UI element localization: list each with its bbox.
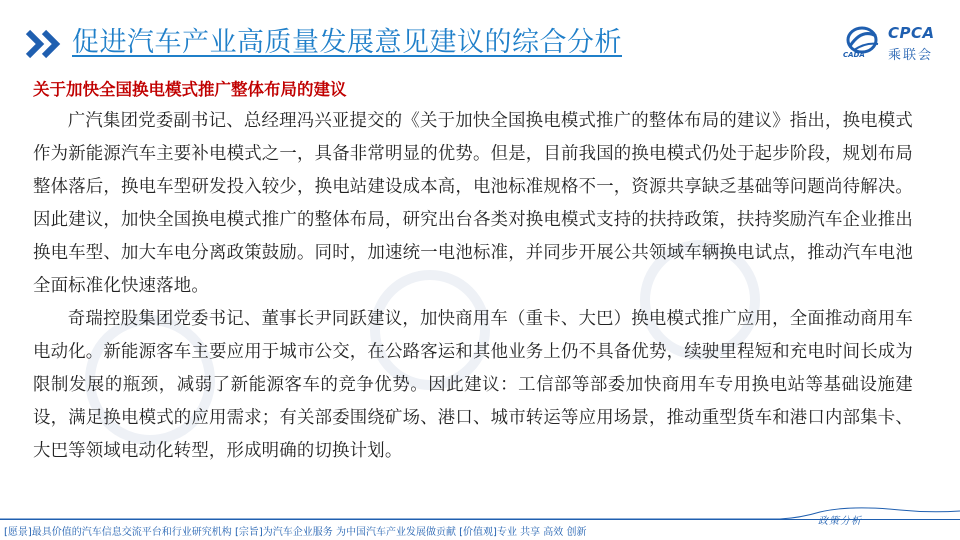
- slide-header: [0, 0, 960, 68]
- paragraph: 广汽集团党委副书记、总经理冯兴亚提交的《关于加快全国换电模式推广的整体布局的建议》指出，换电模式作为新能源汽车主要补电模式之一，具备非常明显的优势。但是，目前我国的换电模式仍处于起步阶段，规划布局整体落后，换电车型研发投入较少，换电站建设成本高，电池标准规格不一，资源共享缺乏基础等问题尚待解决。因此建议，加快全国换电模式推广的整体布局，研究出台各类对换电模式支持的扶持政策，扶持奖励汽车企业推出换电车型、加大车电分离政策鼓励。同时，加速统一电池标准，并同步开展公共领域车辆换电试点，推动汽车电池全面标准化快速落地。: [33, 111, 913, 296]
- section-title: 关于加快全国换电模式推广整体布局的建议: [33, 80, 347, 99]
- logo-subtext: 乘联会: [888, 48, 934, 63]
- page-title: 促进汽车产业高质量发展意见建议的综合分析: [72, 27, 622, 58]
- footer-divider: [0, 519, 960, 520]
- main-content: [33, 76, 913, 468]
- paragraph: 奇瑞控股集团党委书记、董事长尹同跃建议，加快商用车（重卡、大巴）换电模式推广应用，全面推动商用车电动化。新能源客车主要应用于城市公交，在公路客运和其他业务上仍不具备优势，续驶里程短和充电时间长成为限制发展的瓶颈，减弱了新能源客车的竞争优势。因此建议：工信部等部委加快商用车专用换电站等基础设施建设，满足换电模式的应用需求；有关部委围绕矿场、港口、城市转运等应用场景，推动重型货车和港口内部集卡、大巴等领域电动化转型，形成明确的切换计划。: [33, 309, 913, 461]
- logo-small-text: CADA: [843, 51, 865, 59]
- footer-mission: [愿景]最具价值的汽车信息交流平台和行业研究机构 [宗旨]为汽车企业服务 为中国汽车产业发展做贡献 [价值观]专业 共享 高效 创新: [4, 527, 587, 538]
- footer-tag: 政策分析: [818, 516, 862, 527]
- logo-text: CPCA: [888, 24, 935, 42]
- double-chevron-icon: [24, 28, 64, 60]
